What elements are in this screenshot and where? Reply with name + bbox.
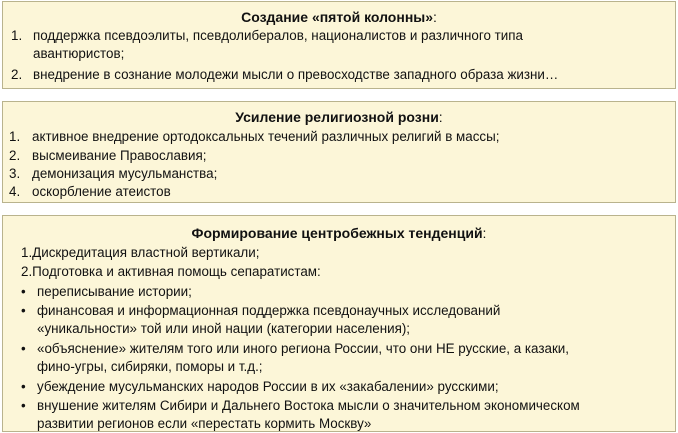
- centrifugal-tendencies-box: [2, 215, 676, 432]
- centrifugal-tendencies-title: Формирование центробежных тенденций:: [191, 225, 487, 241]
- list-item-text: высмеивание Православия;: [32, 148, 207, 163]
- list-item-text: фино-угры, сибиряки, поморы и т.д.;: [37, 359, 263, 374]
- list-item-text: демонизация мусульманства;: [32, 166, 218, 181]
- list-item-text: переписывание истории;: [37, 284, 192, 299]
- numbered-item: 2.Подготовка и активная помощь сепаратистам:: [21, 264, 321, 279]
- fifth-column-title: Создание «пятой колонны»:: [241, 9, 437, 25]
- list-number: 1.: [11, 28, 23, 43]
- bullet-icon: •: [21, 379, 26, 394]
- list-item-text: авантюристов;: [33, 46, 125, 61]
- bullet-icon: •: [21, 341, 26, 356]
- religious-discord-box: [2, 101, 676, 203]
- fifth-column-box: [2, 1, 676, 89]
- bullet-icon: •: [21, 398, 26, 413]
- list-item-text: «объяснение» жителям того или иного региона России, что они НЕ русские, а казаки,: [37, 341, 570, 356]
- numbered-item: 1.Дискредитация властной вертикали;: [21, 245, 260, 260]
- list-item-text: «уникальности» той или иной нации (категории населения);: [37, 321, 411, 336]
- list-item-text: поддержка псевдоэлиты, псевдолибералов, националистов и различного типа: [33, 28, 523, 43]
- list-item-text: убеждение мусульманских народов России в их «закабалении» русскими;: [37, 379, 499, 394]
- list-number: 4.: [9, 184, 21, 199]
- list-number: 2.: [11, 67, 23, 82]
- bullet-icon: •: [21, 284, 26, 299]
- bullet-icon: •: [21, 303, 26, 318]
- list-number: 1.: [9, 129, 21, 144]
- list-item-text: финансовая и информационная поддержка псевдонаучных исследований: [37, 303, 501, 318]
- list-item-text: активное внедрение ортодоксальных течений различных религий в массы;: [32, 129, 500, 144]
- list-item-text: внедрение в сознание молодежи мысли о превосходстве западного образа жизни…: [33, 67, 559, 82]
- list-number: 2.: [9, 148, 21, 163]
- religious-discord-title: Усиление религиозной розни:: [235, 109, 443, 125]
- list-item-text: развитии регионов если «перестать кормить Москву»: [37, 416, 372, 431]
- list-number: 3.: [9, 166, 21, 181]
- list-item-text: оскорбление атеистов: [32, 184, 171, 199]
- list-item-text: внушение жителям Сибири и Дальнего Востока мысли о значительном экономическом: [37, 398, 580, 413]
